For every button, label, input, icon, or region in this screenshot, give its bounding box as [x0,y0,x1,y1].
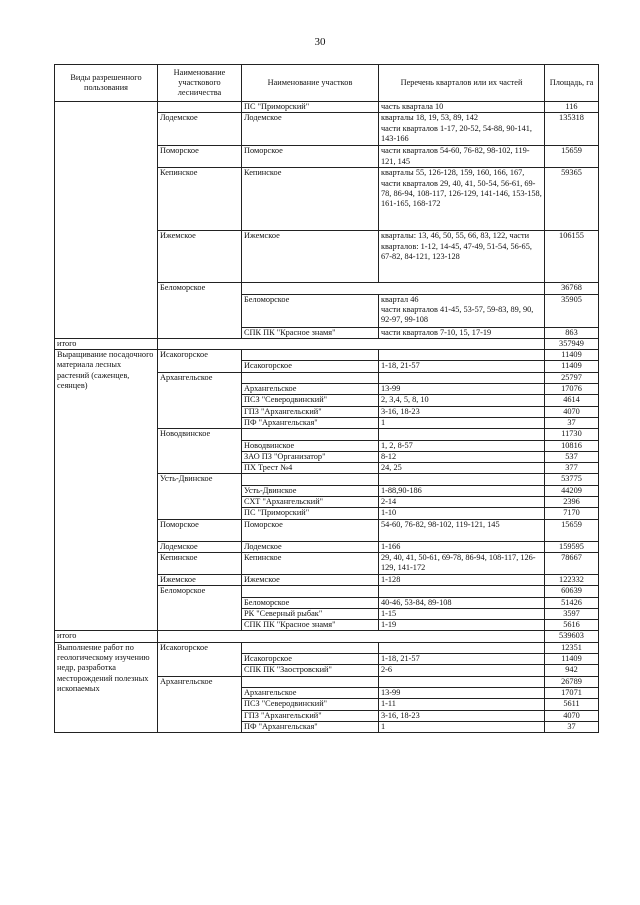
area-cell: 11730 [545,429,599,440]
quarters-cell: кварталы 18, 19, 53, 89, 142 части кварталов 1-17, 20-52, 54-88, 90-141, 143-166 [379,113,545,146]
area-cell: 11409 [545,361,599,372]
plot-cell: Лодемское [242,541,379,552]
plot-cell: Ижемское [242,574,379,585]
use-type-cell: Выполнение работ по геологическому изучению недр, разработка месторождений полезных ископаемых [55,642,158,732]
area-cell: 539603 [545,631,599,642]
area-cell: 4070 [545,710,599,721]
district-cell: Архангельское [158,372,242,428]
quarters-cell: 1-128 [379,574,545,585]
quarters-cell: 13-99 [379,384,545,395]
quarters-cell: части кварталов 7-10, 15, 17-19 [379,327,545,338]
area-cell: 357949 [545,338,599,349]
district-cell: Архангельское [158,676,242,732]
area-cell: 863 [545,327,599,338]
plot-cell: Ижемское [242,231,379,283]
area-cell: 942 [545,665,599,676]
quarters-cell: квартал 46 части кварталов 41-45, 53-57, 59-83, 89, 90, 92-97, 99-108 [379,294,545,327]
quarters-cell: 1-15 [379,608,545,619]
total-row [55,631,599,642]
table-row [55,642,599,653]
district-cell: Исакогорское [158,642,242,676]
plot-cell: Поморское [242,146,379,168]
district-cell: Исакогорское [158,350,242,373]
plot-cell: ЗАО ПЗ "Организатор" [242,451,379,462]
quarters-cell: 1-88,90-186 [379,485,545,496]
empty-cell [158,631,545,642]
plot-cell: ПФ "Архангельская" [242,417,379,428]
total-label: итого [55,631,158,642]
district-cell: Поморское [158,519,242,541]
empty-cell [242,372,379,383]
plot-cell: Кепинское [242,552,379,574]
empty-cell [379,586,545,597]
plot-cell: Архангельское [242,687,379,698]
area-cell: 106155 [545,231,599,283]
plot-cell: Беломорское [242,294,379,327]
plot-cell: ГПЗ "Архангельский" [242,406,379,417]
area-cell: 60639 [545,586,599,597]
area-cell: 11409 [545,350,599,361]
quarters-cell: кварталы: 13, 46, 50, 55, 66, 83, 122, части кварталов: 1-12, 14-45, 47-49, 51-54, 56-65, 67-82, 84-121, 123-128 [379,231,545,283]
district-cell: Беломорское [158,586,242,631]
area-cell: 26789 [545,676,599,687]
plot-cell: Поморское [242,519,379,541]
plot-cell: ПСЗ "Северодвинский" [242,699,379,710]
quarters-cell: 54-60, 76-82, 98-102, 119-121, 145 [379,519,545,541]
area-cell: 51426 [545,597,599,608]
empty-cell [242,283,545,294]
quarters-cell: 2, 3,4, 5, 8, 10 [379,395,545,406]
area-cell: 44209 [545,485,599,496]
table-row [55,350,599,361]
plot-cell: Лодемское [242,113,379,146]
quarters-cell: 29, 40, 41, 50-61, 69-78, 86-94, 108-117, 126-129, 141-172 [379,552,545,574]
area-cell: 53775 [545,474,599,485]
quarters-cell: 24, 25 [379,463,545,474]
quarters-cell: 1-166 [379,541,545,552]
area-cell: 159595 [545,541,599,552]
plot-cell: ПХ Трест №4 [242,463,379,474]
area-cell: 135318 [545,113,599,146]
header-row [55,65,599,102]
quarters-cell: кварталы 55, 126-128, 159, 160, 166, 167, части кварталов 29, 40, 41, 50-54, 56-61, 69-78, 86-94, 108-117, 126-129, 141-146, 153-158, 161-165, 168-172 [379,168,545,231]
use-type-cell: Выращивание посадочного материала лесных растений (саженцев, сеянцев) [55,350,158,631]
area-cell: 377 [545,463,599,474]
quarters-cell: 3-16, 18-23 [379,406,545,417]
empty-cell [379,474,545,485]
area-cell: 78667 [545,552,599,574]
plot-cell: Исакогорское [242,361,379,372]
empty-cell [158,338,545,349]
area-cell: 17076 [545,384,599,395]
quarters-cell: часть квартала 10 [379,102,545,113]
total-row [55,338,599,349]
header-plot: Наименование участков [242,65,379,102]
quarters-cell: 3-16, 18-23 [379,710,545,721]
empty-cell [242,676,379,687]
plot-cell: СПК ПК "Заостровский" [242,665,379,676]
area-cell: 116 [545,102,599,113]
area-cell: 5611 [545,699,599,710]
quarters-cell: 2-14 [379,497,545,508]
empty-cell [379,676,545,687]
plot-cell: ПС "Приморский" [242,508,379,519]
area-cell: 36768 [545,283,599,294]
area-cell: 4070 [545,406,599,417]
quarters-cell: 1, 2, 8-57 [379,440,545,451]
area-cell: 4614 [545,395,599,406]
district-cell: Лодемское [158,541,242,552]
plot-cell: Архангельское [242,384,379,395]
quarters-cell: 1-18, 21-57 [379,654,545,665]
empty-cell [242,350,379,361]
plot-cell: СХТ "Архангельский" [242,497,379,508]
plot-cell: СПК ПК "Красное знамя" [242,620,379,631]
quarters-cell: 1-11 [379,699,545,710]
area-cell: 3597 [545,608,599,619]
area-cell: 15659 [545,519,599,541]
forest-use-table [54,64,599,733]
header-quarters: Перечень кварталов или их частей [379,65,545,102]
area-cell: 11409 [545,654,599,665]
district-cell: Кепинское [158,168,242,231]
area-cell: 37 [545,417,599,428]
area-cell: 35905 [545,294,599,327]
quarters-cell: 1-18, 21-57 [379,361,545,372]
area-cell: 25797 [545,372,599,383]
district-cell: Новодвинское [158,429,242,474]
plot-cell: Беломорское [242,597,379,608]
total-label: итого [55,338,158,349]
area-cell: 10816 [545,440,599,451]
area-cell: 537 [545,451,599,462]
header-district: Наименование участкового лесничества [158,65,242,102]
plot-cell: СПК ПК "Красное знамя" [242,327,379,338]
plot-cell: Новодвинское [242,440,379,451]
district-cell: Лодемское [158,113,242,146]
area-cell: 15659 [545,146,599,168]
area-cell: 2396 [545,497,599,508]
plot-cell: ПФ "Архангельская" [242,721,379,732]
plot-cell: РК "Северный рыбак" [242,608,379,619]
plot-cell: Исакогорское [242,654,379,665]
plot-cell: Кепинское [242,168,379,231]
plot-cell: ПСЗ "Северодвинский" [242,395,379,406]
plot-cell: ПС "Приморский" [242,102,379,113]
quarters-cell: 40-46, 53-84, 89-108 [379,597,545,608]
quarters-cell: 1-19 [379,620,545,631]
empty-cell [242,474,379,485]
header-use-type: Виды разрешенного пользования [55,65,158,102]
empty-cell [242,429,379,440]
district-cell [158,102,242,113]
area-cell: 5616 [545,620,599,631]
area-cell: 37 [545,721,599,732]
area-cell: 59365 [545,168,599,231]
district-cell: Ижемское [158,231,242,283]
quarters-cell: 1 [379,721,545,732]
plot-cell: ГПЗ "Архангельский" [242,710,379,721]
plot-cell: Усть-Двинское [242,485,379,496]
empty-cell [242,586,379,597]
area-cell: 122332 [545,574,599,585]
area-cell: 17071 [545,687,599,698]
empty-cell [379,350,545,361]
quarters-cell: 1 [379,417,545,428]
empty-cell [379,372,545,383]
empty-cell [242,642,379,653]
district-cell: Ижемское [158,574,242,585]
district-cell: Поморское [158,146,242,168]
district-cell: Кепинское [158,552,242,574]
quarters-cell: 8-12 [379,451,545,462]
area-cell: 7170 [545,508,599,519]
empty-cell [379,642,545,653]
district-cell: Беломорское [158,283,242,339]
empty-cell [379,429,545,440]
quarters-cell: 2-6 [379,665,545,676]
district-cell: Усть-Двинское [158,474,242,519]
quarters-cell: части кварталов 54-60, 76-82, 98-102, 119-121, 145 [379,146,545,168]
area-cell: 12351 [545,642,599,653]
page-number: 30 [314,36,326,48]
table-row [55,102,599,113]
header-area: Площадь, га [545,65,599,102]
quarters-cell: 1-10 [379,508,545,519]
quarters-cell: 13-99 [379,687,545,698]
use-type-cell [55,102,158,339]
